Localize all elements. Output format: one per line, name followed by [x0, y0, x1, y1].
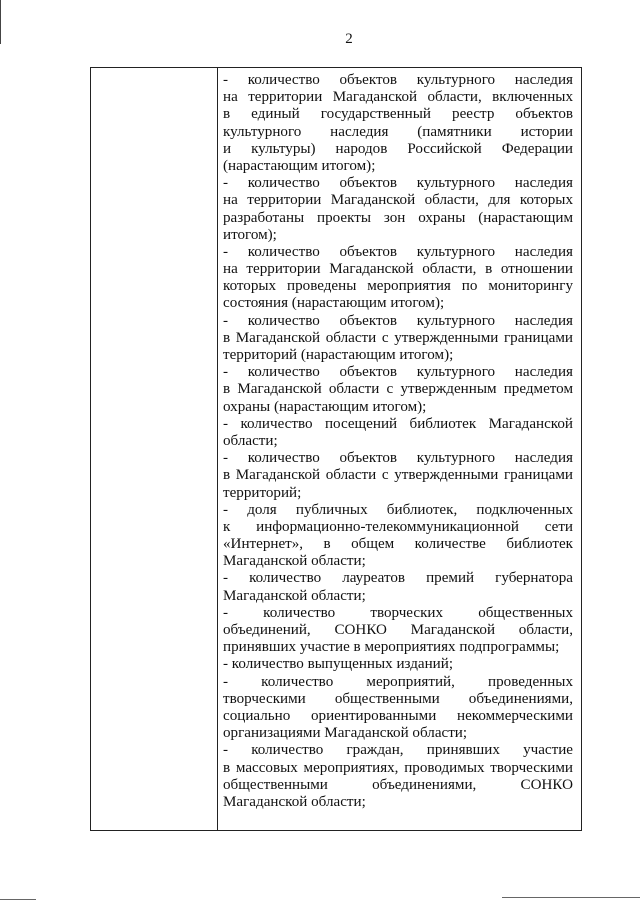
- indicator-line: территорий;: [223, 484, 302, 501]
- indicator-item: [223, 175, 573, 244]
- indicator-line: - количество творческих общественных: [223, 604, 573, 621]
- indicator-line: - количество объектов культурного наследия: [223, 364, 573, 381]
- indicator-line: - количество мероприятий, проведенных: [223, 673, 573, 690]
- indicator-line: на территории Магаданской области, для которых: [223, 192, 573, 209]
- indicator-line: разработаны проекты зон охраны (нарастающим: [223, 209, 573, 226]
- indicator-line: области;: [223, 432, 278, 449]
- indicator-line: - количество объектов культурного наследия: [223, 450, 573, 467]
- indicator-line: охраны (нарастающим итогом);: [223, 398, 427, 415]
- indicator-item: [223, 450, 573, 502]
- indicator-line: к информационно-телекоммуникационной сети: [223, 518, 573, 535]
- indicator-line: объединений, СОНКО Магаданской области,: [223, 622, 573, 638]
- indicator-item: [223, 313, 573, 365]
- scan-bottom-line-left: [0, 899, 36, 900]
- indicator-line: - количество граждан, принявших участие: [223, 742, 573, 759]
- indicator-line: - количество объектов культурного наследия: [223, 72, 573, 88]
- indicator-line: принявших участие в мероприятиях подпрограммы;: [223, 639, 560, 656]
- indicator-item: [223, 416, 573, 450]
- indicator-line: Магаданской области;: [223, 553, 366, 570]
- indicator-line: Магаданской области;: [223, 587, 366, 604]
- indicator-item: [223, 72, 573, 175]
- indicator-line: организациями Магаданской области;: [223, 725, 468, 742]
- indicator-line: на территории Магаданской области, в отношении: [223, 261, 573, 278]
- indicator-line: в Магаданской области с утвержденным предметом: [223, 381, 573, 398]
- indicator-item: [223, 570, 573, 604]
- indicator-line: - количество лауреатов премий губернатора: [223, 570, 573, 587]
- page-number: 2: [345, 31, 353, 47]
- indicator-line: творческими общественными объединениями,: [223, 690, 573, 707]
- indicator-line: на территории Магаданской области, включенных: [223, 89, 573, 106]
- indicator-line: - количество объектов культурного наследия: [223, 312, 573, 329]
- indicator-line: - количество объектов культурного наследия: [223, 175, 573, 192]
- indicator-line: - количество объектов культурного наследия: [223, 243, 573, 260]
- indicator-line: социально ориентированными некоммерческими: [223, 707, 573, 724]
- indicator-line: состояния (нарастающим итогом);: [223, 295, 445, 312]
- indicator-item: [223, 674, 573, 743]
- column-divider: [217, 68, 218, 830]
- indicator-line: и культуры) народов Российской Федерации: [223, 140, 573, 157]
- indicator-line: территорий (нарастающим итогом);: [223, 347, 454, 363]
- indicator-line: в Магаданской области с утвержденными границами: [223, 467, 573, 484]
- indicators-list: [223, 72, 573, 811]
- indicator-line: - доля публичных библиотек, подключенных: [223, 501, 573, 518]
- indicator-item: [223, 244, 573, 313]
- indicator-item: [223, 502, 573, 571]
- indicator-line: в Магаданской области с утвержденными границами: [223, 329, 573, 346]
- indicator-item: [223, 605, 573, 657]
- scan-bottom-line-right: [502, 897, 640, 898]
- indicator-line: культурного наследия (памятники истории: [223, 123, 573, 140]
- indicator-line: «Интернет», в общем количестве библиотек: [223, 536, 573, 553]
- indicator-line: которых проведены мероприятия по мониторингу: [223, 278, 573, 295]
- indicator-item: [223, 364, 573, 416]
- indicator-line: в единый государственный реестр объектов: [223, 106, 573, 123]
- indicator-line: - количество выпущенных изданий;: [223, 656, 454, 673]
- indicator-line: (нарастающим итогом);: [223, 157, 376, 174]
- indicator-line: итогом);: [223, 226, 277, 243]
- indicator-item: [223, 742, 573, 811]
- indicator-line: - количество посещений библиотек Магаданской: [223, 415, 573, 432]
- indicator-line: общественными объединениями, СОНКО: [223, 776, 573, 793]
- indicator-line: в массовых мероприятиях, проводимых творческими: [223, 759, 573, 776]
- indicator-item: [223, 656, 573, 673]
- indicator-line: Магаданской области;: [223, 793, 366, 810]
